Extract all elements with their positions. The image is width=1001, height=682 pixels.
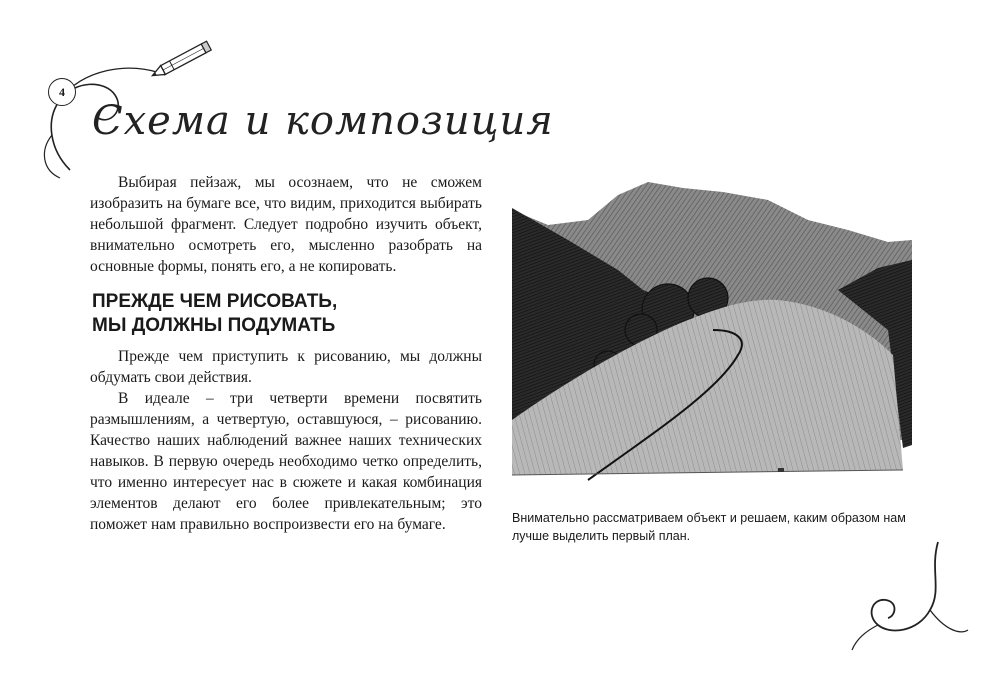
page-title: Схема и композиция — [92, 98, 554, 144]
page-number: 4 — [48, 78, 76, 106]
section-body — [90, 346, 482, 535]
section-paragraph-1: Прежде чем приступить к рисованию, мы должны обдумать свои действия. — [90, 348, 482, 386]
landscape-illustration — [508, 180, 920, 490]
section-heading — [92, 290, 484, 338]
figure-caption: Внимательно рассматриваем объект и решаем, каким образом нам лучше выделить первый план. — [512, 511, 906, 543]
section-heading-line1: ПРЕЖДЕ ЧЕМ РИСОВАТЬ, — [92, 291, 338, 312]
section-paragraph-2: В идеале – три четверти времени посвятить размышлениям, а четвертую, оставшуюся, – рисованию. Качество наших наблюдений важнее наших технических навыков. В первую очередь необходимо четко определить, что именно интересует нас в сюжете и какая комбинация элементов делают его более привлекательным; это поможет нам правильно воспроизвести его на бумаге. — [90, 390, 482, 533]
intro-text — [90, 172, 482, 277]
pencil-icon — [150, 41, 211, 80]
intro-paragraph: Выбирая пейзаж, мы осознаем, что не сможем изобразить на бумаге все, что видим, приходится выбирать небольшой фрагмент. Следует подробно изучить объект, внимательно осмотреть его, мысленно разобрать на основные формы, понять его, а не копировать. — [90, 174, 482, 275]
swirl-ornament-icon — [850, 540, 970, 660]
section-heading-line2: МЫ ДОЛЖНЫ ПОДУМАТЬ — [92, 315, 336, 336]
